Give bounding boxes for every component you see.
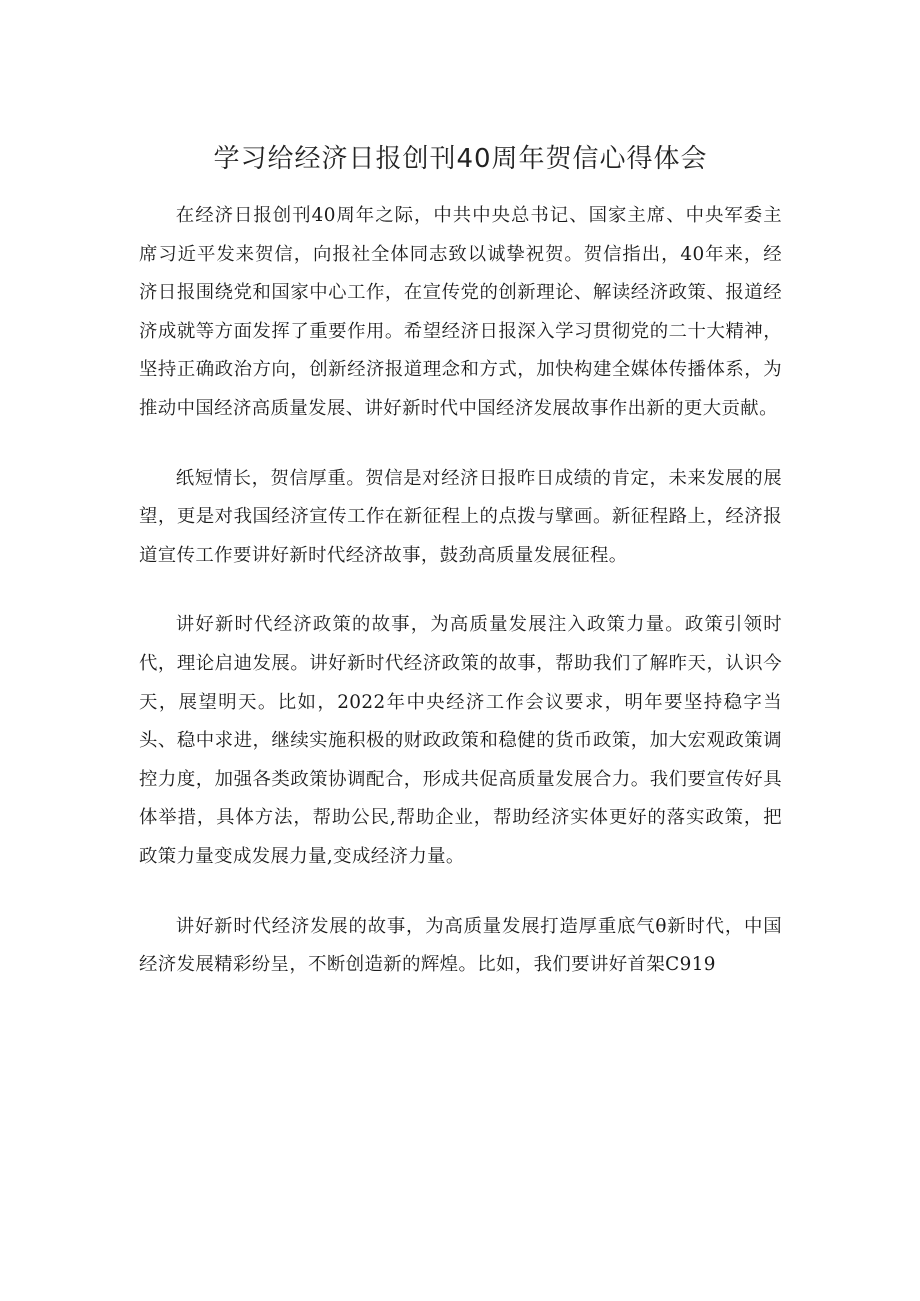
paragraph-1: 在经济日报创刊40周年之际，中共中央总书记、国家主席、中央军委主席习近平发来贺信，向报社全体同志致以诚挚祝贺。贺信指出，40年来，经济日报围绕党和国家中心工作，在宣传党的创新理论、解读经济政策、报道经济成就等方面发挥了重要作用。希望经济日报深入学习贯彻党的二十大精神，坚持正确政治方向，创新经济报道理念和方式，加快构建全媒体传播体系，为推动中国经济高质量发展、讲好新时代中国经济发展故事作出新的更大贡献。	[139, 205, 782, 419]
document-title: 学习给经济日报创刊40周年贺信心得体会	[213, 144, 708, 174]
paragraph-4: 讲好新时代经济发展的故事，为高质量发展打造厚重底气θ新时代，中国经济发展精彩纷呈，不断创造新的辉煌。比如，我们要讲好首架C919	[139, 915, 782, 976]
paragraph-3: 讲好新时代经济政策的故事，为高质量发展注入政策力量。政策引领时代，理论启迪发展。讲好新时代经济政策的故事，帮助我们了解昨天，认识今天，展望明天。比如，2022年中央经济工作会议要求，明年要坚持稳字当头、稳中求进，继续实施积极的财政政策和稳健的货币政策，加大宏观政策调控力度，加强各类政策协调配合，形成共促高质量发展合力。我们要宣传好具体举措，具体方法，帮助公民,帮助企业，帮助经济实体更好的落实政策，把政策力量变成发展力量,变成经济力量。	[139, 614, 782, 867]
paragraph-2: 纸短情长，贺信厚重。贺信是对经济日报昨日成绩的肯定，未来发展的展望，更是对我国经济宣传工作在新征程上的点拨与擘画。新征程路上，经济报道宣传工作要讲好新时代经济故事，鼓劲高质量发展征程。	[139, 467, 782, 566]
